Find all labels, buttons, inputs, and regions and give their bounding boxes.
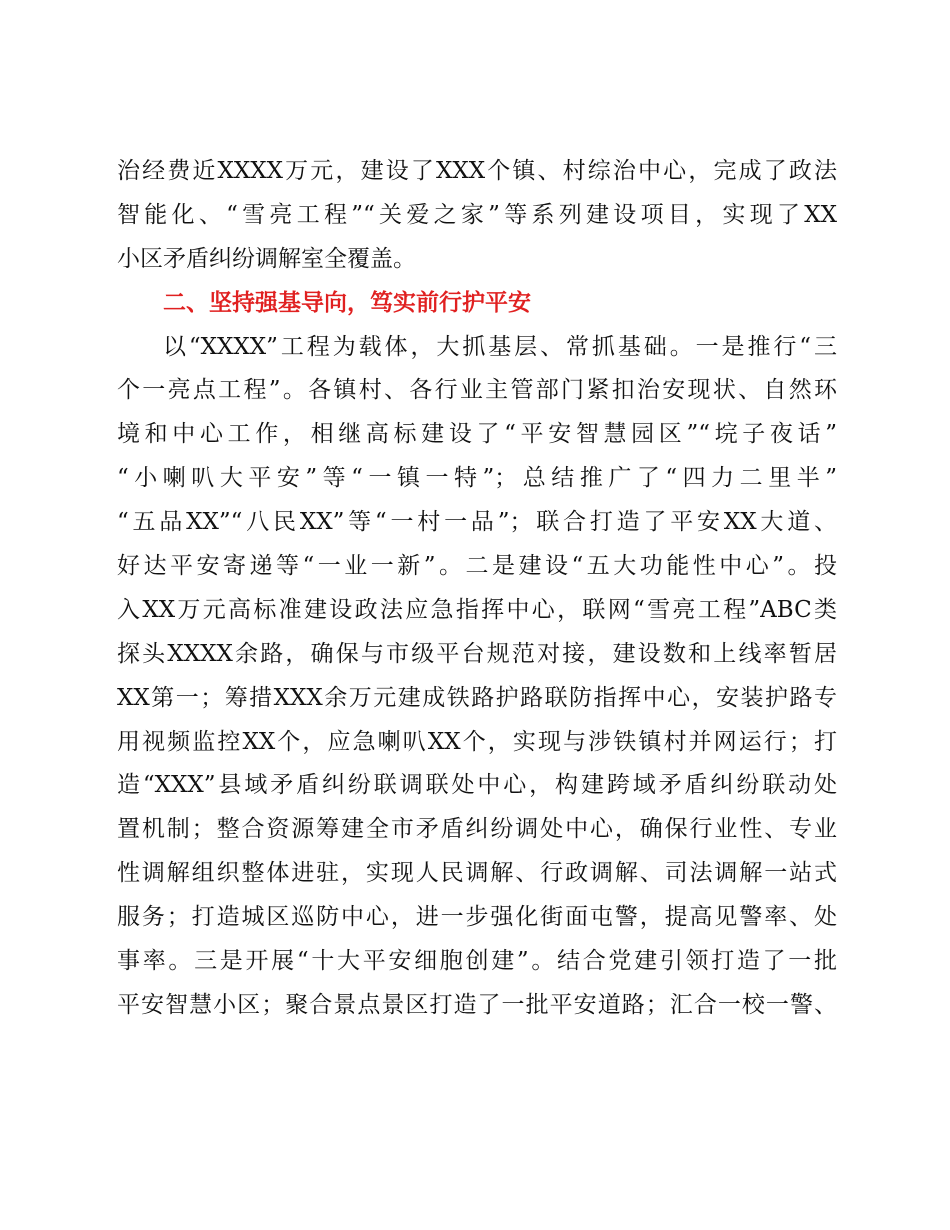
paragraph-line: 服务；打造城区巡防中心，进一步强化街面屯警，提高见警率、处 — [117, 904, 837, 931]
paragraph-line: 造“XXX”县域矛盾纠纷联调联处中心，构建跨域矛盾纠纷联动处 — [117, 772, 837, 799]
paragraph-2 — [117, 326, 837, 1028]
paragraph-line: “五品XX”“八民XX”等“一村一品”；联合打造了平安XX大道、 — [117, 509, 837, 536]
paragraph-line: 入XX万元高标准建设政法应急指挥中心，联网“雪亮工程”ABC类 — [117, 596, 837, 623]
paragraph-line: 治经费近XXXX万元，建设了XXX个镇、村综治中心，完成了政法 — [117, 158, 837, 184]
section-heading: 二、坚持强基导向，笃实前行护平安 — [163, 289, 531, 316]
paragraph-line: 用视频监控XX个，应急喇叭XX个，实现与涉铁镇村并网运行；打 — [117, 728, 837, 755]
paragraph-line: 性调解组织整体进驻，实现人民调解、行政调解、司法调解一站式 — [117, 860, 837, 887]
paragraph-line: 智能化、“雪亮工程”“关爱之家”等系列建设项目，实现了XX — [117, 201, 837, 228]
paragraph-line: 事率。三是开展“十大平安细胞创建”。结合党建引领打造了一批 — [117, 948, 837, 975]
document-body — [117, 150, 837, 1028]
paragraph-line: XX第一；筹措XXX余万元建成铁路护路联防指挥中心，安装护路专 — [117, 684, 837, 711]
paragraph-line: 探头XXXX余路，确保与市级平台规范对接，建设数和上线率暂居 — [117, 640, 837, 667]
paragraph-1 — [117, 150, 837, 282]
paragraph-line: 个一亮点工程”。各镇村、各行业主管部门紧扣治安现状、自然环 — [117, 377, 837, 404]
paragraph-line: 平安智慧小区；聚合景点景区打造了一批平安道路；汇合一校一警、 — [117, 991, 837, 1018]
paragraph-line: 以“XXXX”工程为载体，大抓基层、常抓基础。一是推行“三 — [163, 333, 837, 360]
paragraph-line: 境和中心工作，相继高标建设了“平安智慧园区”“垸子夜话” — [117, 421, 837, 448]
paragraph-line: “小喇叭大平安”等“一镇一特”；总结推广了“四力二里半” — [117, 465, 837, 492]
paragraph-line: 小区矛盾纠纷调解室全覆盖。 — [117, 245, 416, 272]
paragraph-line: 好达平安寄递等“一业一新”。二是建设“五大功能性中心”。投 — [117, 553, 837, 580]
paragraph-line: 置机制；整合资源筹建全市矛盾纠纷调处中心，确保行业性、专业 — [117, 816, 837, 843]
